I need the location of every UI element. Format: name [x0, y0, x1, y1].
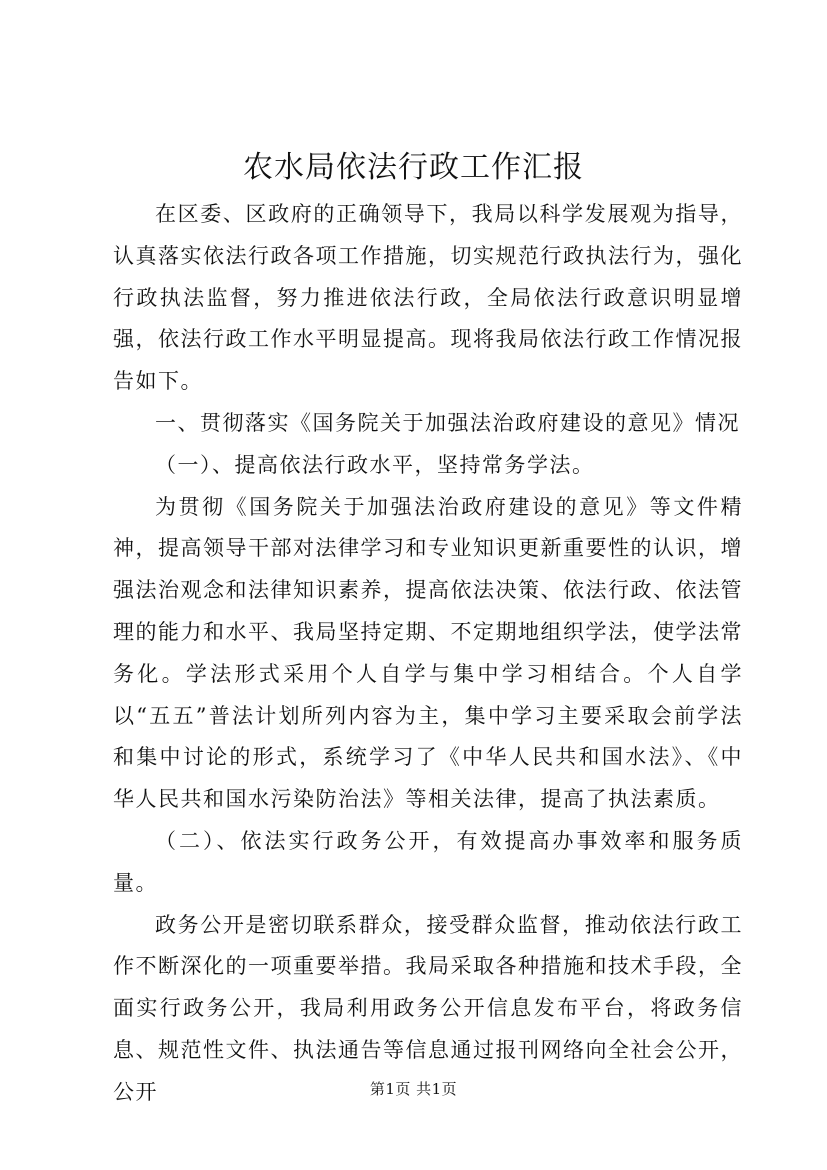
paragraph-intro: 在区委、区政府的正确领导下，我局以科学发展观为指导，认真落实依法行政各项工作措施，切实规范行政执法行为，强化行政执法监督，努力推进依法行政，全局依法行政意识明显增强，依法行政工作水平明显提高。现将我局依法行政工作情况报告如下。	[113, 202, 743, 394]
subsection-heading-2: （二）、依法实行政务公开，有效提高办事效率和服务质量。	[113, 828, 743, 895]
page-footer: 第1页 共1页	[369, 1080, 458, 1098]
document-title: 农水局依法行政工作汇报	[243, 150, 584, 185]
paragraph-study-law: 为贯彻《国务院关于加强法治政府建设的意见》等文件精神，提高领导干部对法律学习和专业知识更新重要性的认识，增强法治观念和法律知识素养，提高依法决策、依法行政、依法管理的能力和水平、我局坚持定期、不定期地组织学法，使学法常务化。学法形式采用个人自学与集中学习相结合。个人自学以“五五”普法计划所列内容为主，集中学习主要采取会前学法和集中讨论的形式，系统学习了《中华人民共和国水法》、《中华人民共和国水污染防治法》等相关法律，提高了执法素质。	[113, 494, 743, 812]
document-body	[113, 194, 743, 1114]
section-heading-1: 一、贯彻落实《国务院关于加强法治政府建设的意见》情况	[155, 410, 740, 435]
subsection-heading-1: （一）、提高依法行政水平，坚持常务学法。	[155, 452, 595, 477]
paragraph-open-government: 政务公开是密切联系群众，接受群众监督，推动依法行政工作不断深化的一项重要举措。我局采取各种措施和技术手段，全面实行政务公开，我局利用政务公开信息发布平台，将政务信息、规范性文件、执法通告等信息通过报刊网络向全社会公开，公开	[113, 912, 743, 1104]
